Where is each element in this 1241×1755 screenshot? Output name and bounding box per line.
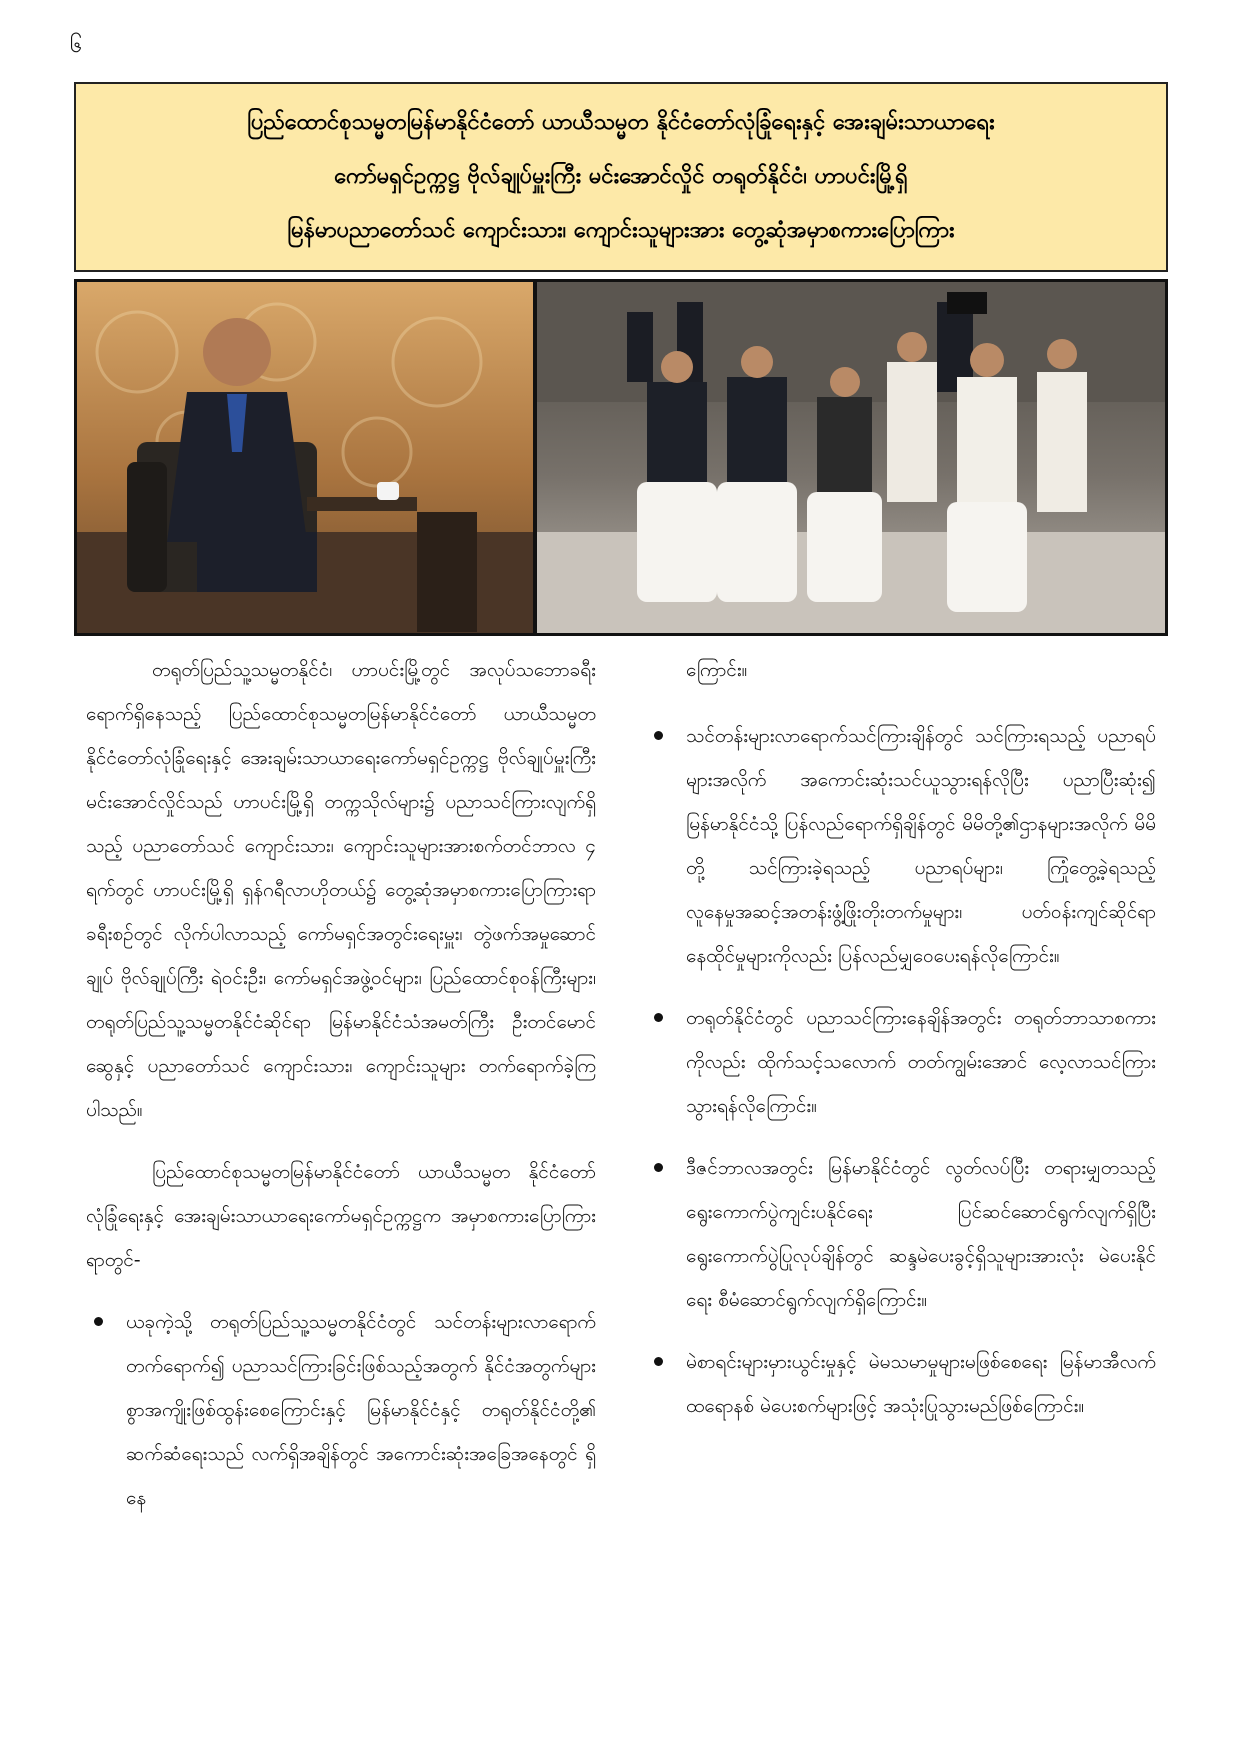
- headline-line-1: ပြည်ထောင်စုသမ္မတမြန်မာနိုင်ငံတော် ယာယီသမ္မတ နိုင်ငံတော်လုံခြုံရေးနှင့် အေးချမ်းသာယာရေး: [247, 110, 995, 135]
- bullet-text: တရုတ်နိုင်ငံတွင် ပညာသင်ကြားနေချိန်အတွင်း တရုတ်ဘာသာစကားကိုလည်း ထိုက်သင့်သလောက် တတ်ကျွမ်းအောင် လေ့လာသင်ကြားသွားရန်လိုကြောင်း။: [686, 1007, 1156, 1117]
- student-head-2: [741, 346, 773, 378]
- student-head-6: [1047, 339, 1077, 369]
- bullet-icon: [654, 1013, 663, 1022]
- left-column: [86, 648, 596, 1538]
- list-item: [646, 1340, 1156, 1428]
- bullet-text: မဲစာရင်းများမှားယွင်းမှုနှင့် မဲမသမာမှုများမဖြစ်စေရေး မြန်မာအီလက်ထရောနစ် မဲပေးစက်များဖြင့် အသုံးပြုသွားမည်ဖြစ်ကြောင်း။: [686, 1351, 1156, 1417]
- right-bullet-list: [646, 714, 1156, 1428]
- photo-strip: [74, 279, 1168, 636]
- bullet-icon: [654, 731, 663, 740]
- photo-students-seated-illustration: [537, 282, 1165, 633]
- bullet-text: သင်တန်းများလာရောက်သင်ကြားချိန်တွင် သင်ကြားရသည့် ပညာရပ်များအလိုက် အကောင်းဆုံးသင်ယူသွားရန်လိုပြီး ပညာပြီးဆုံး၍ မြန်မာနိုင်ငံသို့ ပြန်လည်ရောက်ရှိချိန်တွင် မိမိတို့၏ဌာနများအလိုက် မိမိတို့ သင်ကြားခဲ့ရသည့် ပညာရပ်များ၊ ကြုံတွေ့ခဲ့ရသည့် လူနေမှုအဆင့်အတန်းဖွံ့ဖြိုးတိုးတက်မှုများ၊ ပတ်ဝန်းကျင်ဆိုင်ရာ နေထိုင်မှုများကိုလည်း ပြန်လည်မျှဝေပေးရန်လိုကြောင်း။: [686, 725, 1156, 967]
- list-item: [646, 1146, 1156, 1322]
- headline-line-3: မြန်မာပညာတော်သင် ကျောင်းသား၊ ကျောင်းသူများအား တွေ့ဆုံအမှာစကားပြောကြား: [287, 218, 955, 243]
- bullet-continuation: ကြောင်း။: [686, 659, 748, 681]
- list-item: [646, 996, 1156, 1128]
- teacup: [377, 482, 399, 500]
- student-head-5: [970, 343, 1004, 377]
- photo-official-seated-illustration: [77, 282, 533, 633]
- person-legs: [197, 532, 317, 592]
- student-head-3: [830, 367, 860, 397]
- student-head-1: [661, 351, 693, 383]
- side-table: [307, 497, 417, 511]
- photo-official-seated: [77, 282, 533, 633]
- student-head-4: [897, 332, 927, 362]
- bullet-text: ဒီဇင်ဘာလအတွင်း မြန်မာနိုင်ငံတွင် လွတ်လပ်ပြီး တရားမျှတသည့် ရွေးကောက်ပွဲကျင်းပနိုင်ရေး ပြင်ဆင်ဆောင်ရွက်လျက်ရှိပြီး ရွေးကောက်ပွဲပြုလုပ်ချိန်တွင် ဆန္ဒမဲပေးခွင့်ရှိသူများအားလုံး မဲပေးနိုင်ရေး စီမံဆောင်ရွက်လျက်ရှိကြောင်း။: [686, 1157, 1156, 1311]
- right-column: [646, 648, 1156, 1538]
- list-item: [646, 714, 1156, 978]
- list-item: [86, 1300, 596, 1520]
- bullet-text: ယခုကဲ့သို့ တရုတ်ပြည်သူ့သမ္မတနိုင်ငံတွင် သင်တန်းများလာရောက်တက်ရောက်၍ ပညာသင်ကြားခြင်းဖြစ်သည့်အတွက် နိုင်ငံအတွက်များစွာအကျိုးဖြစ်ထွန်းစေကြောင်းနှင့် မြန်မာနိုင်ငံနှင့် တရုတ်နိုင်ငံတို့၏ ဆက်ဆံရေးသည် လက်ရှိအချိန်တွင် အကောင်းဆုံးအခြေအနေတွင် ရှိနေ: [126, 1311, 596, 1509]
- armchair-arm: [127, 462, 167, 592]
- bullet-icon: [94, 1317, 103, 1326]
- page-number: ၆: [70, 33, 83, 58]
- headline-box: [74, 82, 1168, 272]
- bullet-icon: [654, 1163, 663, 1172]
- intro-paragraph: တရုတ်ပြည်သူ့သမ္မတနိုင်ငံ၊ ဟာပင်းမြို့တွင် အလုပ်သဘောခရီးရောက်ရှိနေသည့် ပြည်ထောင်စုသမ္မတမြန်မာနိုင်ငံတော် ယာယီသမ္မတ နိုင်ငံတော်လုံခြုံရေးနှင့် အေးချမ်းသာယာရေးကော်မရှင်ဥက္ကဋ္ဌ ဗိုလ်ချုပ်မှူးကြီး မင်းအောင်လှိုင်သည် ဟာပင်းမြို့ရှိ တက္ကသိုလ်များ၌ ပညာသင်ကြားလျက်ရှိသည့် ပညာတော်သင် ကျောင်းသား၊ ကျောင်းသူများအားစက်တင်ဘာလ ၄ ရက်တွင် ဟာပင်းမြို့ရှိ ရှန်ဂရီလာဟိုတယ်၌ တွေ့ဆုံအမှာစကားပြောကြားရာ ခရီးစဉ်တွင် လိုက်ပါလာသည့် ကော်မရှင်အတွင်းရေးမှူး၊ တွဲဖက်အမှုဆောင်ချုပ် ဗိုလ်ချုပ်ကြီး ရဲဝင်းဦး၊ ကော်မရှင်အဖွဲ့ဝင်များ၊ ပြည်ထောင်စုဝန်ကြီးများ၊ တရုတ်ပြည်သူ့သမ္မတနိုင်ငံဆိုင်ရာ မြန်မာနိုင်ငံသံအမတ်ကြီး ဦးတင်မောင်ဆွေနှင့် ပညာတော်သင် ကျောင်းသား၊ ကျောင်းသူများ တက်ရောက်ခဲ့ကြပါသည်။: [86, 659, 596, 1121]
- person-head: [203, 318, 271, 386]
- bullet-icon: [654, 1357, 663, 1366]
- speech-intro-paragraph: ပြည်ထောင်စုသမ္မတမြန်မာနိုင်ငံတော် ယာယီသမ္မတ နိုင်ငံတော်လုံခြုံရေးနှင့် အေးချမ်းသာယာရေးကော်မရှင်ဥက္ကဋ္ဌက အမှာစကားပြောကြားရာတွင်-: [86, 1161, 596, 1271]
- camera-operator: [947, 292, 987, 314]
- left-bullet-list: [86, 1300, 596, 1520]
- chair-right: [417, 512, 477, 632]
- article-columns: [86, 648, 1156, 1538]
- photo-students-seated: [537, 282, 1165, 633]
- headline-line-2: ကော်မရှင်ဥက္ကဋ္ဌ ဗိုလ်ချုပ်မှူးကြီး မင်းအောင်လှိုင် တရုတ်နိုင်ငံ၊ ဟာပင်းမြို့ရှိ: [334, 164, 908, 189]
